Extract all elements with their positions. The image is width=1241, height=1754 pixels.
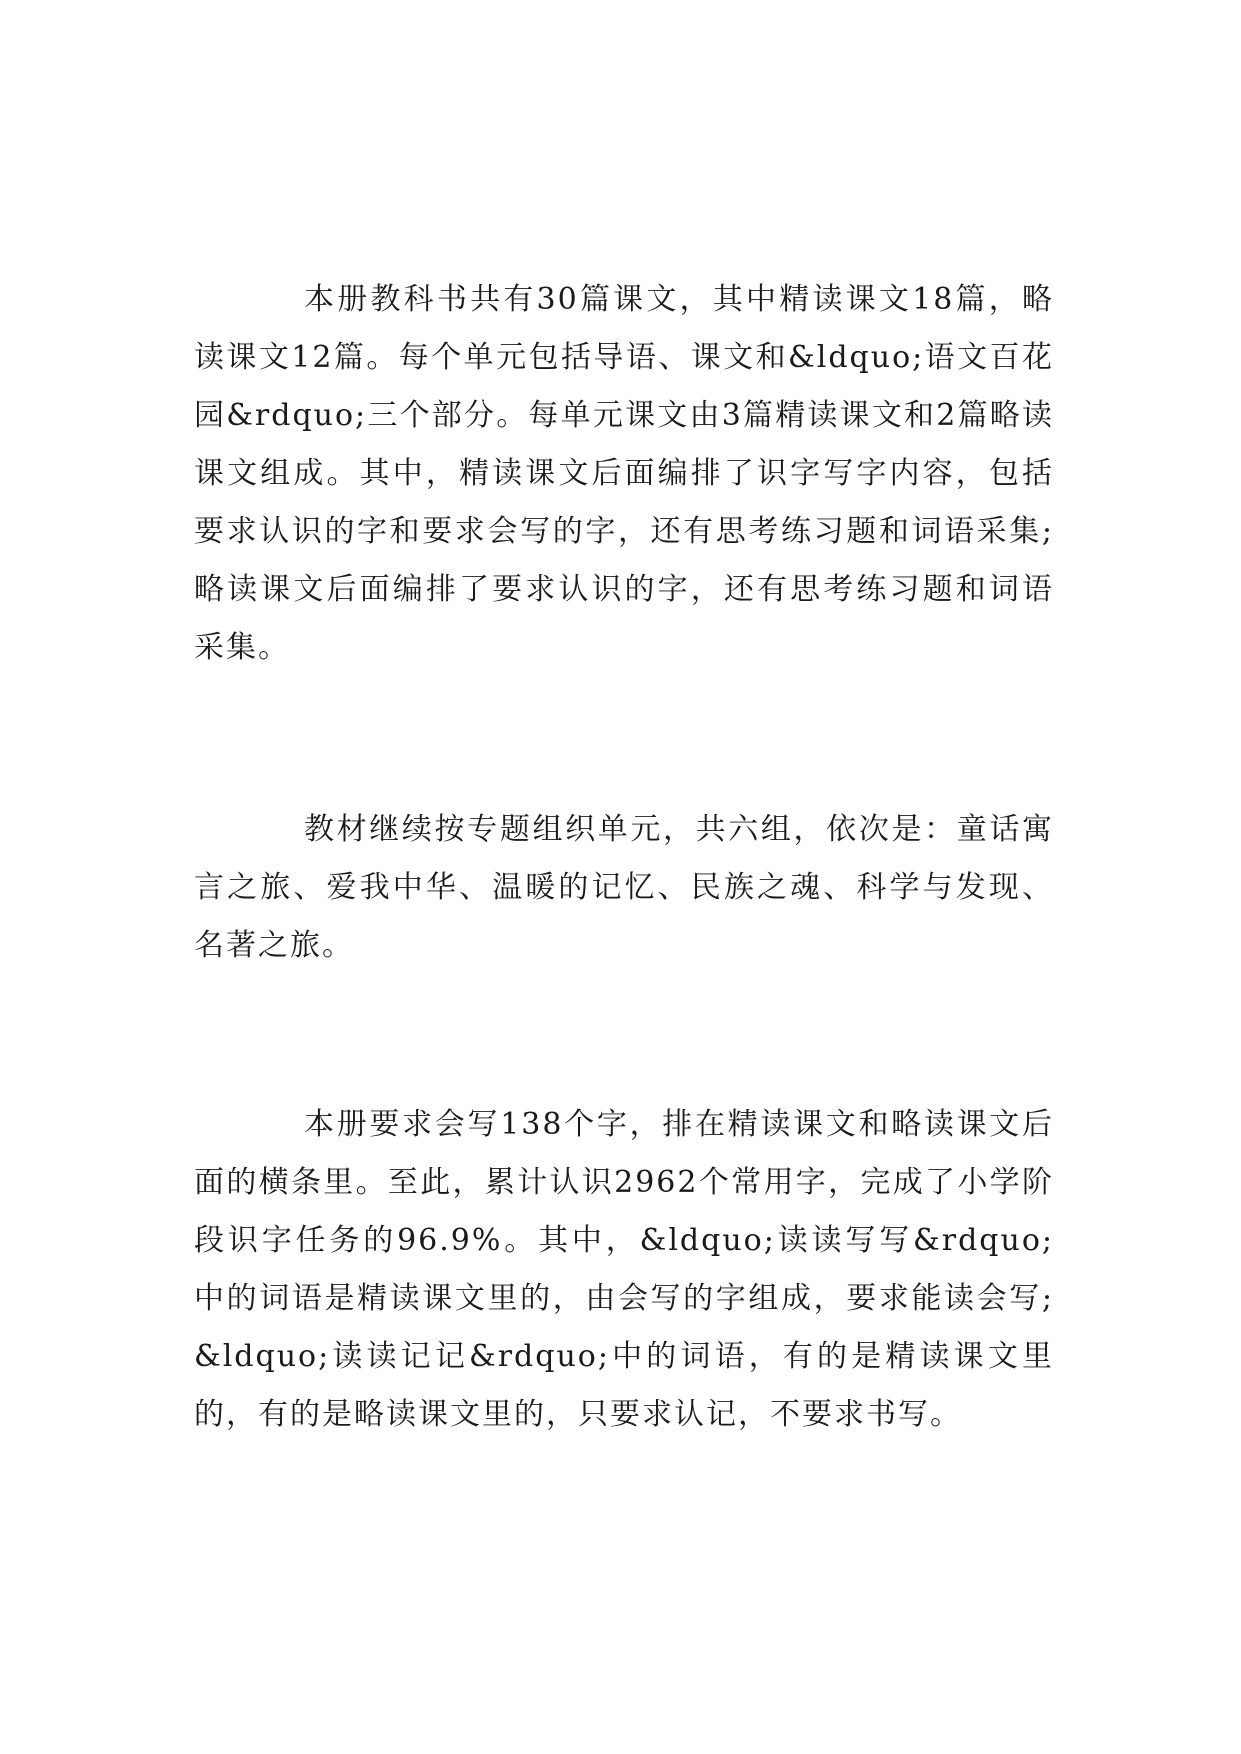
paragraph-lesson-structure: 本册教科书共有30篇课文，其中精读课文18篇，略读课文12篇。每个单元包括导语、课文和&ldquo;语文百花园&rdquo;三个部分。每单元课文由3篇精读课文和2篇略读课文组成。其中，精读课文后面编排了识字写字内容，包括要求认识的字和要求会写的字，还有思考练习题和词语采集;略读课文后面编排了要求认识的字，还有思考练习题和词语采集。	[194, 282, 1054, 665]
paragraph-writing-requirements: 本册要求会写138个字，排在精读课文和略读课文后面的横条里。至此，累计认识2962个常用字，完成了小学阶段识字任务的96.9%。其中，&ldquo;读读写写&rdquo;中的词语是精读课文里的，由会写的字组成，要求能读会写;&ldquo;读读记记&rdquo;中的词语，有的是精读课文里的，有的是略读课文里的，只要求认记，不要求书写。	[194, 1107, 1054, 1432]
paragraph-unit-themes: 教材继续按专题组织单元，共六组，依次是：童话寓言之旅、爱我中华、温暖的记忆、民族之魂、科学与发现、名著之旅。	[194, 812, 1054, 963]
